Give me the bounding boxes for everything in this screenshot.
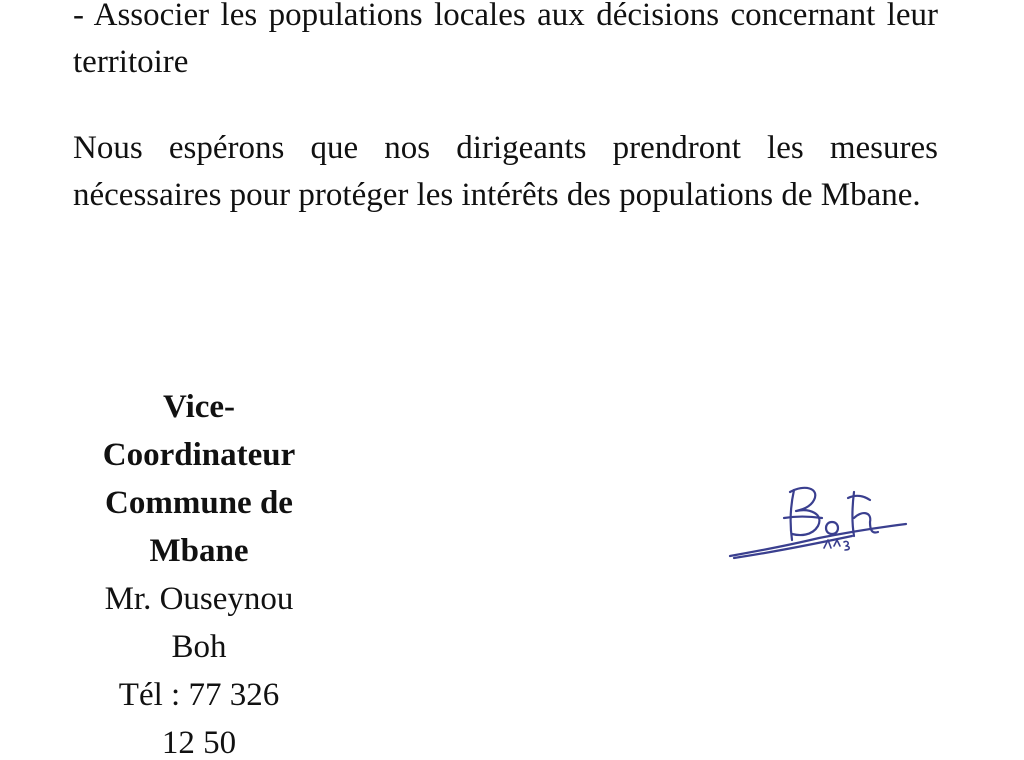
signatory-name-line-2: Boh	[171, 629, 227, 665]
signatory-phone-line-1: Tél : 77 326	[118, 677, 280, 713]
signatory-block	[60, 383, 338, 760]
handwritten-signature	[724, 478, 914, 568]
signatory-name-line-1: Mr. Ouseynou	[104, 581, 294, 617]
signatory-phone-line-2: 12 50	[161, 725, 237, 760]
signatory-title-line-4: Mbane	[149, 533, 249, 569]
signatory-title-line-2: Coordinateur	[102, 437, 296, 473]
signatory-title-line-1: Vice-	[162, 389, 236, 425]
paragraph-conclusion: Nous espérons que nos dirigeants prendront les mesures nécessaires pour protéger les intérêts des populations de Mbane.	[73, 130, 938, 213]
paragraph-associer: - Associer les populations locales aux décisions concernant leur territoire	[73, 0, 938, 80]
signatory-title-line-3: Commune de	[105, 485, 293, 521]
